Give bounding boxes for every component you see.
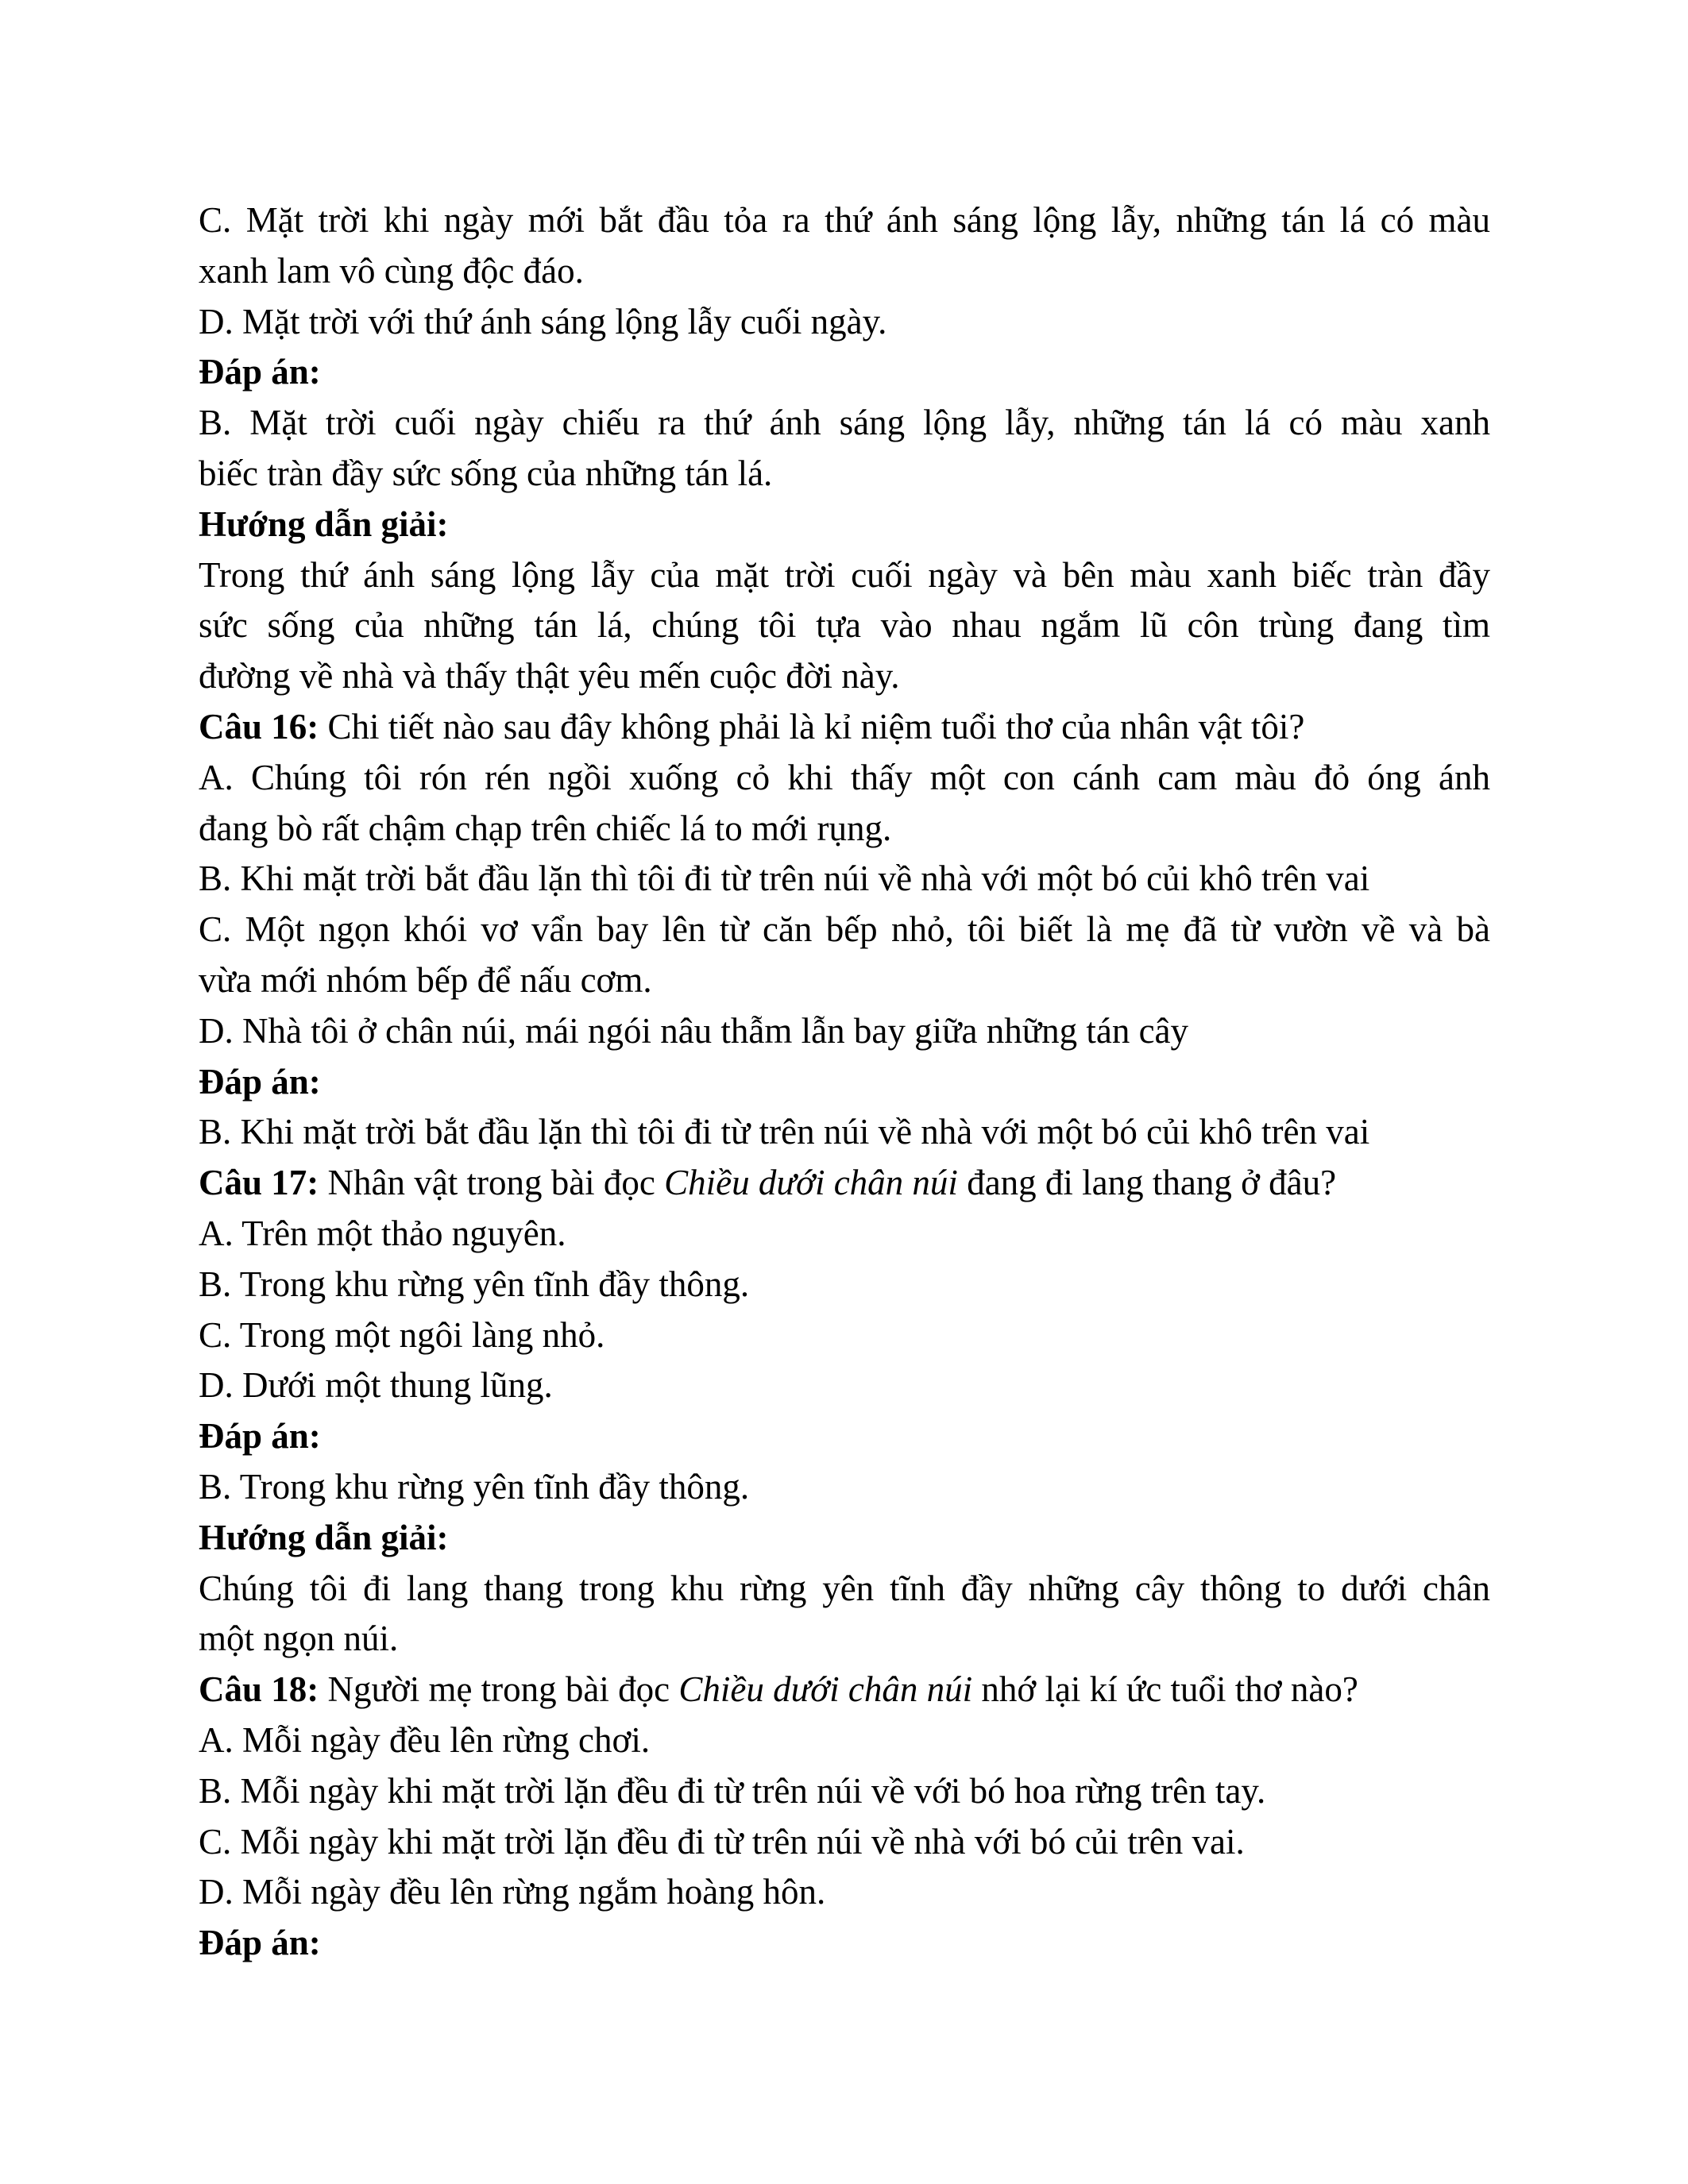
question-label: Câu 18:: [199, 1669, 319, 1710]
text-line: [199, 1614, 1490, 1665]
heading-text: Đáp án:: [199, 1061, 321, 1102]
line-text: B. Trong khu rừng yên tĩnh đầy thông.: [199, 1466, 750, 1507]
text-line: [199, 1107, 1490, 1158]
heading-text: Hướng dẫn giải:: [199, 504, 449, 544]
line-text: B. Mặt trời cuối ngày chiếu ra thứ ánh sáng lộng lẫy, những tán lá có màu xanh: [199, 403, 1490, 443]
text-line: [199, 905, 1490, 955]
section-heading: [199, 500, 1490, 550]
heading-text: Đáp án:: [199, 1923, 321, 1963]
line-text: C. Mỗi ngày khi mặt trời lặn đều đi từ trên núi về nhà với bó củi trên vai.: [199, 1821, 1245, 1862]
line-text: A. Mỗi ngày đều lên rừng chơi.: [199, 1719, 651, 1760]
text-line: [199, 1310, 1490, 1361]
text-line: [199, 195, 1490, 246]
text-line: [199, 600, 1490, 651]
line-text: C. Trong một ngôi làng nhỏ.: [199, 1314, 605, 1355]
line-text: vừa mới nhóm bếp để nấu cơm.: [199, 959, 652, 1000]
text-line: [199, 398, 1490, 449]
text-line: [199, 1462, 1490, 1513]
line-text-after: đang đi lang thang ở đâu?: [957, 1163, 1337, 1203]
document-page: [199, 195, 1490, 1969]
line-text: D. Mặt trời với thứ ánh sáng lộng lẫy cuối ngày.: [199, 301, 887, 341]
text-line: [199, 804, 1490, 855]
line-text: sức sống của những tán lá, chúng tôi tựa vào nhau ngắm lũ côn trùng đang tìm: [199, 605, 1490, 646]
text-line: [199, 1006, 1490, 1057]
text-line: [199, 651, 1490, 702]
line-text: B. Mỗi ngày khi mặt trời lặn đều đi từ trên núi về với bó hoa rừng trên tay.: [199, 1770, 1266, 1811]
line-text: C. Mặt trời khi ngày mới bắt đầu tỏa ra thứ ánh sáng lộng lẫy, những tán lá có màu: [199, 200, 1490, 240]
line-text: biếc tràn đầy sức sống của những tán lá.: [199, 453, 773, 493]
line-text: B. Trong khu rừng yên tĩnh đầy thông.: [199, 1264, 750, 1304]
section-heading: [199, 1057, 1490, 1108]
question-label: Câu 17:: [199, 1163, 319, 1203]
section-heading: [199, 1513, 1490, 1564]
text-line: [199, 1817, 1490, 1868]
line-text: D. Dưới một thung lũng.: [199, 1365, 553, 1406]
heading-text: Đáp án:: [199, 1416, 321, 1457]
section-heading: [199, 347, 1490, 398]
line-text: A. Trên một thảo nguyên.: [199, 1213, 566, 1253]
text-line: [199, 1260, 1490, 1310]
question-line: [199, 1158, 1490, 1209]
text-line: [199, 955, 1490, 1006]
italic-title: Chiều dưới chân núi: [664, 1163, 958, 1203]
line-text: đang bò rất chậm chạp trên chiếc lá to mới rụng.: [199, 808, 892, 848]
text-line: [199, 1715, 1490, 1766]
line-text: B. Khi mặt trời bắt đầu lặn thì tôi đi từ trên núi về nhà với một bó củi khô trên vai: [199, 859, 1370, 899]
line-text: A. Chúng tôi rón rén ngồi xuống cỏ khi thấy một con cánh cam màu đỏ óng ánh: [199, 757, 1490, 797]
text-line: [199, 854, 1490, 905]
line-text: Chúng tôi đi lang thang trong khu rừng yên tĩnh đầy những cây thông to dưới chân: [199, 1568, 1490, 1608]
text-line: [199, 297, 1490, 348]
section-heading: [199, 1411, 1490, 1462]
question-label: Câu 16:: [199, 706, 319, 747]
heading-text: Hướng dẫn giải:: [199, 1517, 449, 1557]
heading-text: Đáp án:: [199, 352, 321, 392]
text-line: [199, 753, 1490, 804]
line-text: B. Khi mặt trời bắt đầu lặn thì tôi đi từ trên núi về nhà với một bó củi khô trên vai: [199, 1112, 1370, 1152]
text-line: [199, 1867, 1490, 1918]
question-line: [199, 1665, 1490, 1715]
question-line: [199, 702, 1490, 753]
text-line: [199, 449, 1490, 500]
text-line: [199, 1360, 1490, 1411]
text-line: [199, 1766, 1490, 1817]
text-line: [199, 550, 1490, 601]
line-text: Chi tiết nào sau đây không phải là kỉ niệm tuổi thơ của nhân vật tôi?: [319, 706, 1305, 747]
line-text: D. Nhà tôi ở chân núi, mái ngói nâu thẫm lẫn bay giữa những tán cây: [199, 1010, 1189, 1051]
text-line: [199, 1209, 1490, 1260]
line-text: Nhân vật trong bài đọc: [319, 1163, 665, 1203]
text-line: [199, 1564, 1490, 1615]
line-text: C. Một ngọn khói vơ vẩn bay lên từ căn bếp nhỏ, tôi biết là mẹ đã từ vườn về và bà: [199, 909, 1490, 950]
section-heading: [199, 1918, 1490, 1969]
line-text: D. Mỗi ngày đều lên rừng ngắm hoàng hôn.: [199, 1872, 826, 1912]
line-text: Người mẹ trong bài đọc: [319, 1669, 679, 1710]
line-text: đường về nhà và thấy thật yêu mến cuộc đời này.: [199, 656, 900, 696]
line-text: xanh lam vô cùng độc đáo.: [199, 250, 584, 291]
italic-title: Chiều dưới chân núi: [678, 1669, 973, 1710]
line-text: Trong thứ ánh sáng lộng lẫy của mặt trời cuối ngày và bên màu xanh biếc tràn đầy: [199, 554, 1490, 595]
line-text: một ngọn núi.: [199, 1619, 399, 1659]
text-line: [199, 246, 1490, 297]
line-text-after: nhớ lại kí ức tuổi thơ nào?: [972, 1669, 1358, 1710]
